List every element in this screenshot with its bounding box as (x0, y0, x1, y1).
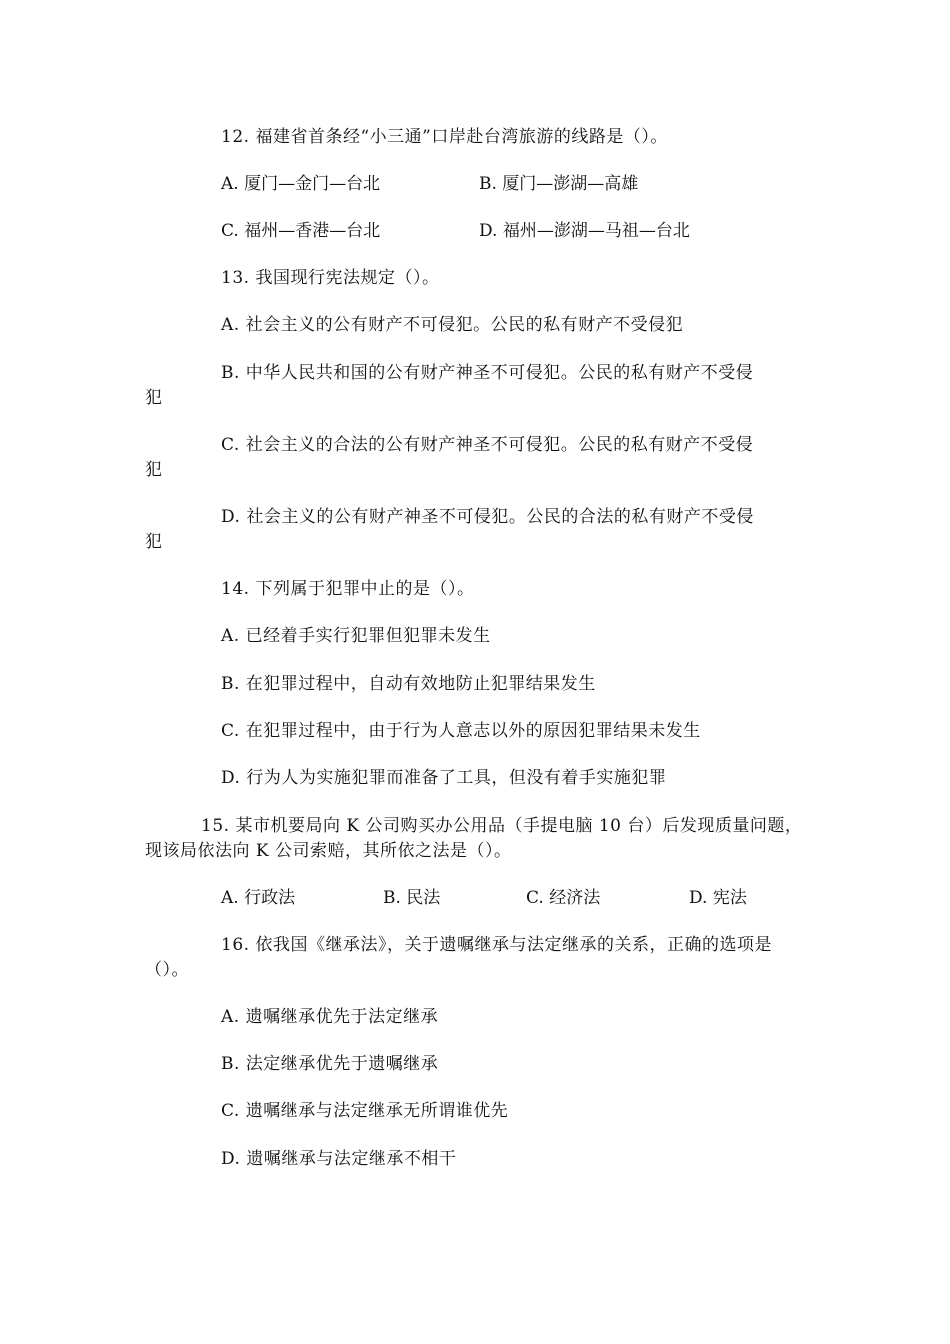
question-14-stem: 14. 下列属于犯罪中止的是（）。 (221, 579, 475, 599)
question-14-option-a: A. 已经着手实行犯罪但犯罪未发生 (221, 626, 491, 646)
question-14-option-b: B. 在犯罪过程中，自动有效地防止犯罪结果发生 (221, 674, 596, 694)
question-12-option-b: B. 厦门—澎湖—高雄 (479, 174, 639, 194)
question-16-option-d: D. 遗嘱继承与法定继承不相干 (221, 1149, 457, 1169)
question-14-option-d: D. 行为人为实施犯罪而准备了工具，但没有着手实施犯罪 (221, 768, 667, 788)
question-13-option-d: D. 社会主义的公有财产神圣不可侵犯。公民的合法的私有财产不受侵 (221, 507, 754, 527)
question-16-option-b: B. 法定继承优先于遗嘱继承 (221, 1054, 439, 1074)
question-14-option-c: C. 在犯罪过程中，由于行为人意志以外的原因犯罪结果未发生 (221, 721, 701, 741)
question-12-option-a: A. 厦门—金门—台北 (221, 174, 381, 194)
question-13-option-b-continuation: 犯 (145, 388, 163, 408)
question-12-option-c: C. 福州—香港—台北 (221, 221, 381, 241)
question-13-option-d-continuation: 犯 (145, 532, 163, 552)
question-12-stem: 12. 福建省首条经“小三通”口岸赴台湾旅游的线路是（）。 (221, 127, 668, 147)
question-16-stem: 16. 依我国《继承法》，关于遗嘱继承与法定继承的关系，正确的选项是 (221, 935, 772, 955)
question-13-option-c-continuation: 犯 (145, 460, 163, 480)
question-13-option-c: C. 社会主义的合法的公有财产神圣不可侵犯。公民的私有财产不受侵 (221, 435, 754, 455)
question-15-option-d: D. 宪法 (689, 888, 747, 908)
question-16-option-a: A. 遗嘱继承优先于法定继承 (221, 1007, 439, 1027)
question-15-stem-continuation: 现该局依法向 K 公司索赔，其所依之法是（）。 (145, 841, 512, 861)
question-13-option-b: B. 中华人民共和国的公有财产神圣不可侵犯。公民的私有财产不受侵 (221, 363, 754, 383)
question-15-stem: 15. 某市机要局向 K 公司购买办公用品（手提电脑 10 台）后发现质量问题， (201, 816, 803, 836)
question-15-option-b: B. 民法 (383, 888, 441, 908)
question-16-stem-continuation: （）。 (145, 960, 189, 980)
question-12-option-d: D. 福州—澎湖—马祖—台北 (479, 221, 690, 241)
question-16-option-c: C. 遗嘱继承与法定继承无所谓谁优先 (221, 1101, 509, 1121)
question-15-option-a: A. 行政法 (221, 888, 296, 908)
question-13-stem: 13. 我国现行宪法规定（）。 (221, 268, 440, 288)
question-13-option-a: A. 社会主义的公有财产不可侵犯。公民的私有财产不受侵犯 (221, 315, 684, 335)
question-15-option-c: C. 经济法 (526, 888, 601, 908)
